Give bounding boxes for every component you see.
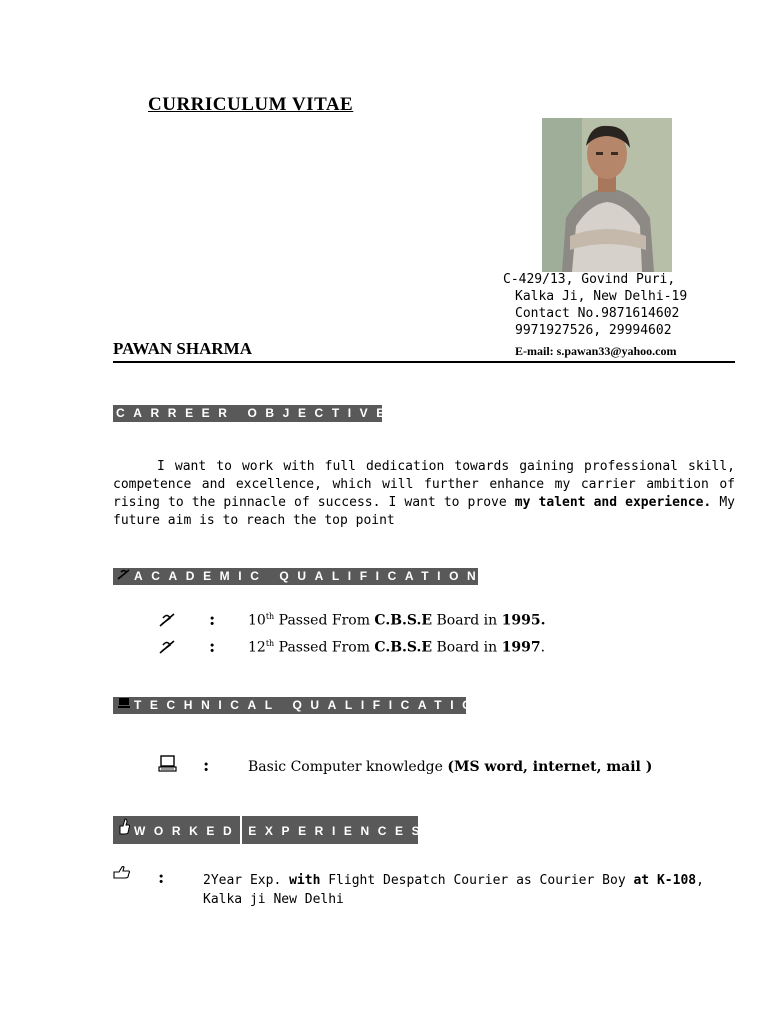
header-divider [113,361,735,363]
document-title: CURRICULUM VITAE [148,94,354,115]
section-heading-worked [113,816,429,844]
section-heading-objective: CARREER OBJECTIVE: [113,405,382,422]
list-colon: : [158,868,165,888]
heading-divider [240,816,242,844]
computer-icon [116,697,132,714]
experience-item: 2Year Exp. with Flight Despatch Courier as Courier Boy at K-108, Kalka ji New Delhi [203,873,704,907]
objective-text-bold: my talent and experience. [514,495,712,510]
academic-item-1: 10th Passed From C.B.S.E Board in 1995. [248,612,546,629]
technical-heading-label: TECHNICAL QUALIFICATION [134,698,498,712]
objective-text [113,458,735,530]
worked-heading-label-a: WORKED [134,824,241,838]
academic-heading-label: ACADEMIC QUALIFICATION: [134,569,497,583]
hand-pointer-icon [113,864,131,884]
profile-photo [542,118,672,272]
list-colon: : [209,610,216,630]
candidate-name: PAWAN SHARMA [113,339,252,358]
computer-icon [158,755,178,777]
list-colon: : [203,756,210,776]
technical-item: Basic Computer knowledge (MS word, internet, mail ) [248,759,653,775]
worked-heading-label-b: EXPERIENCES [248,824,429,838]
address-line-1: C-429/13, Govind Puri, [503,272,676,287]
list-colon: : [209,637,216,657]
section-heading-academic [113,568,497,585]
objective-text-pre: I want to work with full dedication towards gaining professional skill, competence and excellence, which will further enhance my carrier ambition of rising to the pinnacle of success. I want to prove [113,459,735,510]
pen-icon [116,568,132,585]
contact-number-2: 9971927526, 29994602 [515,323,672,338]
thumbs-up-icon [116,816,132,846]
contact-number: Contact No.9871614602 [515,306,680,321]
section-heading-technical [113,697,498,714]
address-line-2: Kalka Ji, New Delhi-19 [515,289,688,304]
person-photo-icon [542,118,672,272]
academic-item-2: 12th Passed From C.B.S.E Board in 1997. [248,639,546,656]
pen-icon [158,639,176,659]
email-address: E-mail: s.pawan33@yahoo.com [515,344,677,358]
objective-text-post: My future aim is to reach the top point [113,495,736,528]
pen-icon [158,612,176,632]
